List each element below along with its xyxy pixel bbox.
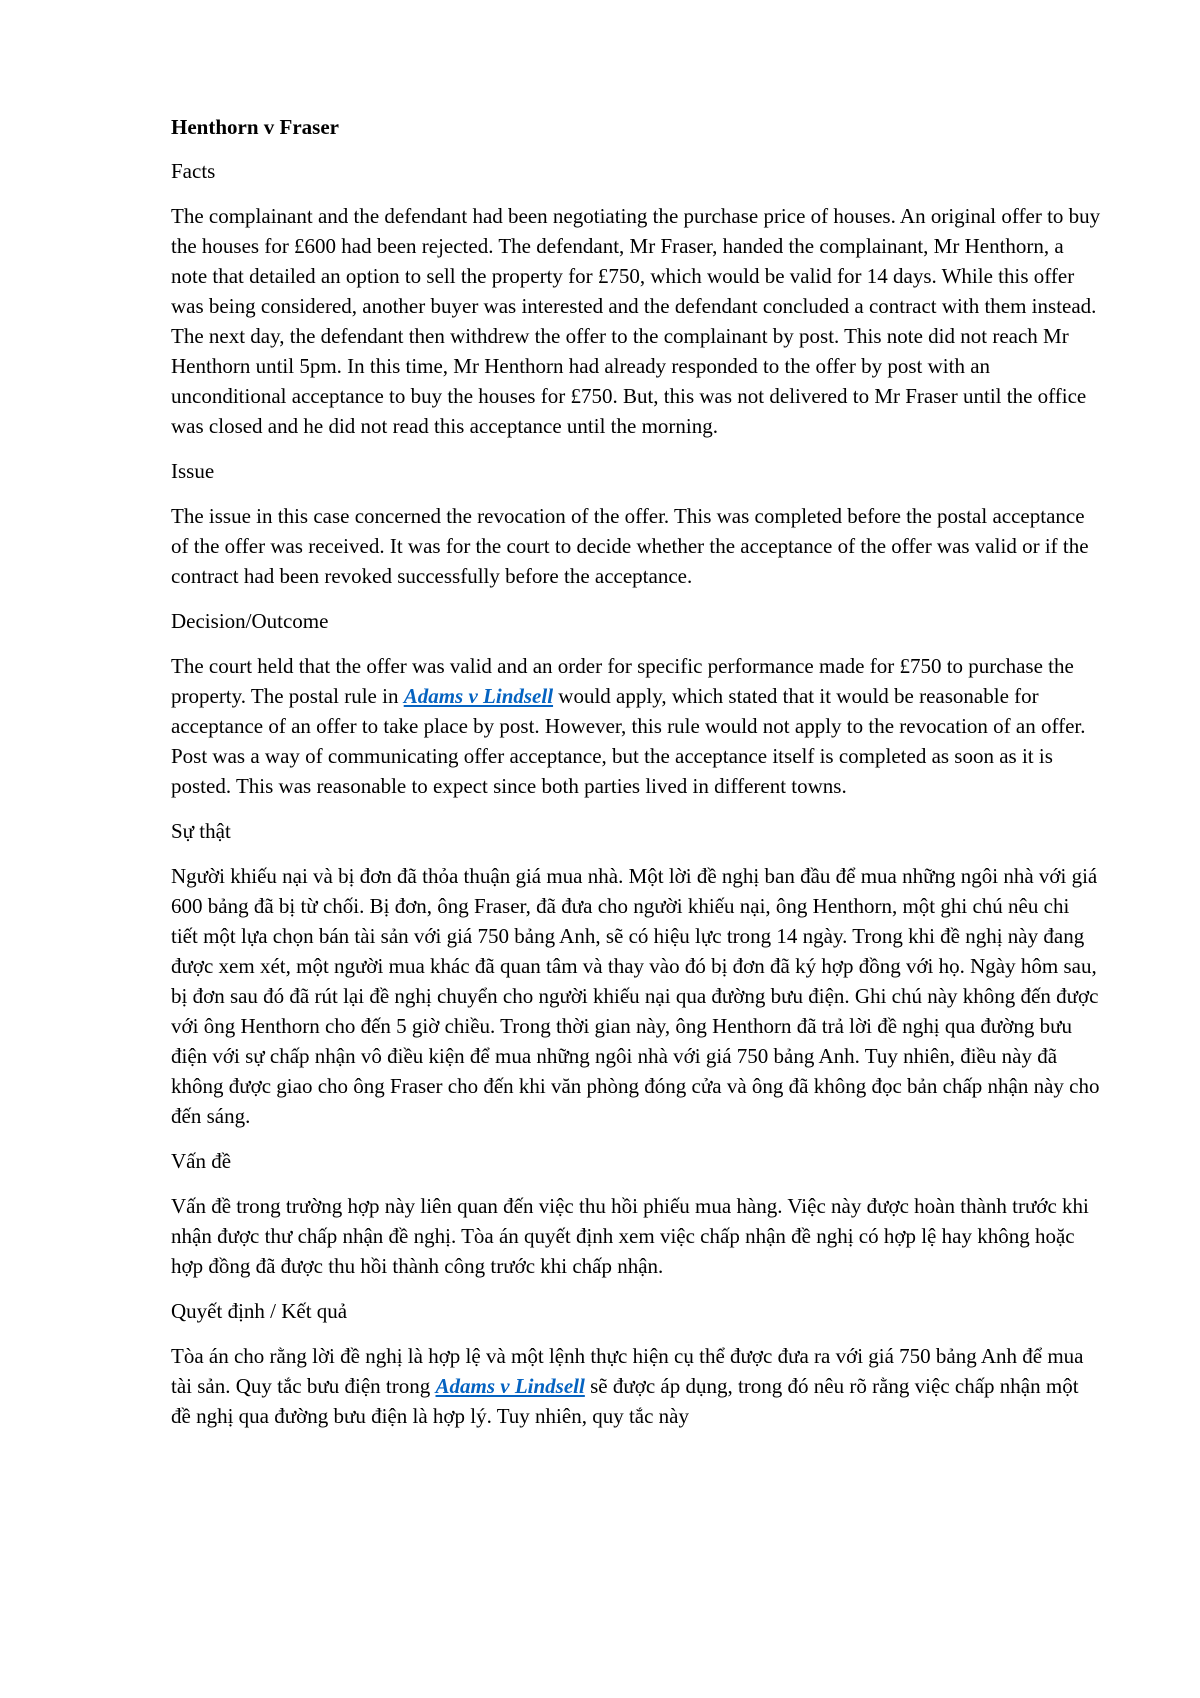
paragraph-quyet-dinh-text-after: sẽ được áp dụng, trong đó nêu rõ rằng việc chấp nhận một đề nghị qua đường bưu điện là hợp lý. Tuy nhiên, quy tắc này bbox=[171, 1374, 1079, 1428]
paragraph-su-that: Người khiếu nại và bị đơn đã thỏa thuận giá mua nhà. Một lời đề nghị ban đầu để mua những ngôi nhà với giá 600 bảng đã bị từ chối. Bị đơn, ông Fraser, đã đưa cho người khiếu nại, ông Henthorn, một ghi chú nêu chi tiết một lựa chọn bán tài sản với giá 750 bảng Anh, sẽ có hiệu lực trong 14 ngày. Trong khi đề nghị này đang được xem xét, một người mua khác đã quan tâm và thay vào đó bị đơn đã ký hợp đồng với họ. Ngày hôm sau, bị đơn sau đó đã rút lại đề nghị chuyển cho người khiếu nại qua đường bưu điện. Ghi chú này không đến được với ông Henthorn cho đến 5 giờ chiều. Trong thời gian này, ông Henthorn đã trả lời đề nghị qua đường bưu điện với sự chấp nhận vô điều kiện để mua những ngôi nhà với giá 750 bảng Anh. Tuy nhiên, điều này đã không được giao cho ông Fraser cho đến khi văn phòng đóng cửa và ông đã không đọc bản chấp nhận này cho đến sáng. bbox=[171, 864, 1100, 1128]
document-page bbox=[171, 112, 1101, 1446]
heading-quyet-dinh: Quyết định / Kết quả bbox=[171, 1299, 348, 1323]
document-title: Henthorn v Fraser bbox=[171, 115, 339, 139]
paragraph-quyet-dinh bbox=[171, 1341, 1101, 1431]
paragraph-quyet-dinh-text-before: Tòa án cho rằng lời đề nghị là hợp lệ và một lệnh thực hiện cụ thể được đưa ra với giá 750 bảng Anh để mua tài sản. Quy tắc bưu điện trong bbox=[171, 1344, 1084, 1398]
heading-decision: Decision/Outcome bbox=[171, 609, 329, 633]
heading-issue: Issue bbox=[171, 459, 215, 483]
paragraph-decision-text-before: The court held that the offer was valid and an order for specific performance made for £750 to purchase the property. The postal rule in bbox=[171, 654, 1074, 708]
paragraph-issue: The issue in this case concerned the revocation of the offer. This was completed before the postal acceptance of the offer was received. It was for the court to decide whether the acceptance of the offer was valid or if the contract had been revoked successfully before the acceptance. bbox=[171, 504, 1089, 588]
heading-facts: Facts bbox=[171, 159, 216, 183]
paragraph-van-de: Vấn đề trong trường hợp này liên quan đến việc thu hồi phiếu mua hàng. Việc này được hoàn thành trước khi nhận được thư chấp nhận đề nghị. Tòa án quyết định xem việc chấp nhận đề nghị có hợp lệ hay không hoặc hợp đồng đã được thu hồi thành công trước khi chấp nhận. bbox=[171, 1194, 1089, 1278]
paragraph-decision-text-after: would apply, which stated that it would be reasonable for acceptance of an offer to take place by post. However, this rule would not apply to the revocation of an offer. Post was a way of communicating offer acceptance, but the acceptance itself is completed as soon as it is posted. This was reasonable to expect since both parties lived in different towns. bbox=[171, 684, 1086, 798]
heading-su-that: Sự thật bbox=[171, 819, 231, 843]
paragraph-decision bbox=[171, 651, 1101, 801]
heading-van-de: Vấn đề bbox=[171, 1149, 232, 1173]
case-link-adams-v-lindsell[interactable]: Adams v Lindsell bbox=[403, 684, 554, 708]
paragraph-facts: The complainant and the defendant had been negotiating the purchase price of houses. An original offer to buy the houses for £600 had been rejected. The defendant, Mr Fraser, handed the complainant, Mr Henthorn, a note that detailed an option to sell the property for £750, which would be valid for 14 days. While this offer was being considered, another buyer was interested and the defendant concluded a contract with them instead. The next day, the defendant then withdrew the offer to the complainant by post. This note did not reach Mr Henthorn until 5pm. In this time, Mr Henthorn had already responded to the offer by post with an unconditional acceptance to buy the houses for £750. But, this was not delivered to Mr Fraser until the office was closed and he did not read this acceptance until the morning. bbox=[171, 204, 1101, 438]
case-link-adams-v-lindsell-vi[interactable]: Adams v Lindsell bbox=[435, 1374, 585, 1398]
